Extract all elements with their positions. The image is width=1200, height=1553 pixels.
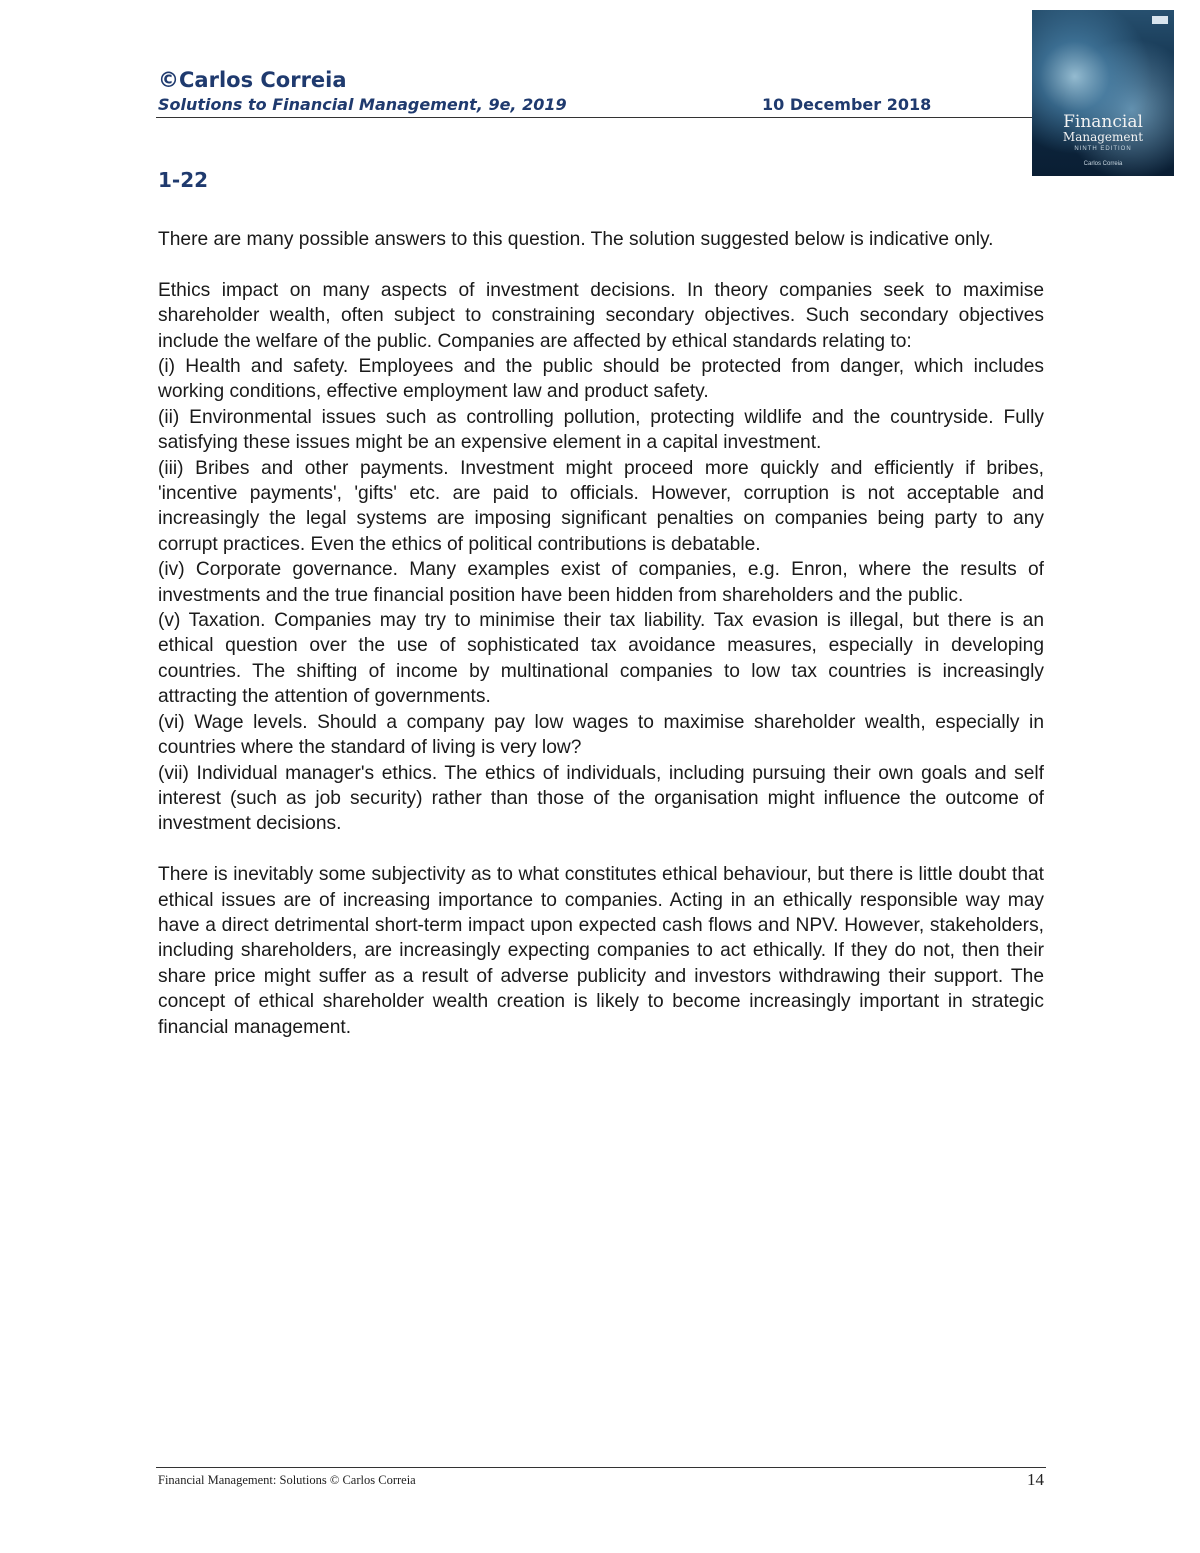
list-item-governance: (iv) Corporate governance. Many examples exist of companies, e.g. Enron, where the results of investments and the true financial position have been hidden from shareholders and the public.: [158, 559, 1044, 606]
list-item-environment: (ii) Environmental issues such as controlling pollution, protecting wildlife and the countryside. Fully satisfying these issues might be an expensive element in a capital investment.: [158, 406, 1044, 454]
list-item-taxation: (v) Taxation. Companies may try to minimise their tax liability. Tax evasion is illegal, but there is an ethical question over the use of sophisticated tax avoidance measures, especially in developing countries. The shifting of income by multinational companies to low tax countries is increasingly attracting the attention of governments.: [158, 610, 1044, 708]
header-date: 10 December 2018: [762, 95, 932, 114]
footer-text: Financial Management: Solutions © Carlos Correia: [158, 1473, 416, 1487]
cover-edition: NINTH EDITION: [1074, 146, 1132, 152]
question-number: 1-22: [158, 168, 209, 192]
cover-author: Carlos Correia: [1083, 161, 1123, 167]
book-cover-image: [1032, 10, 1174, 176]
header-author: ©Carlos Correia: [158, 68, 347, 92]
list-item-health-safety: (i) Health and safety. Employees and the public should be protected from danger, which includes working conditions, effective employment law and product safety.: [158, 356, 1044, 403]
solution-body: [158, 227, 1044, 1040]
cover-title-line1: Financial: [1063, 112, 1143, 132]
list-item-wages: (vi) Wage levels. Should a company pay low wages to maximise shareholder wealth, especially in countries where the standard of living is very low?: [158, 711, 1044, 759]
header-subline: [158, 94, 958, 116]
paragraph-conclusion: There is inevitably some subjectivity as to what constitutes ethical behaviour, but there is little doubt that ethical issues are of increasing importance to companies. Acting in an ethically responsible way may have a direct detrimental short-term impact upon expected cash flows and NPV. However, stakeholders, including shareholders, are increasingly expecting companies to act ethically. If they do not, then their share price might suffer as a result of adverse publicity and investors withdrawing their support. The concept of ethical shareholder wealth creation is likely to become increasingly important in strategic financial management.: [158, 864, 1044, 1038]
cover-title-line2: Management: [1062, 130, 1144, 144]
page-header: [158, 66, 958, 116]
paragraph-ethics: Ethics impact on many aspects of investment decisions. In theory companies seek to maximise shareholder wealth, often subject to constraining secondary objectives. Such secondary objectives include the welfare of the public. Companies are affected by ethical standards relating to:: [158, 279, 1044, 352]
footer-divider: [156, 1467, 1046, 1468]
publisher-logo-icon: [1152, 16, 1168, 24]
paragraph-intro: There are many possible answers to this question. The solution suggested below is indicative only.: [158, 229, 994, 250]
list-item-bribes: (iii) Bribes and other payments. Investment might proceed more quickly and efficiently if bribes, 'incentive payments', 'gifts' etc. are paid to officials. However, corruption is not acceptable and increasingly the legal systems are imposing significant penalties on companies being party to any corrupt practices. Even the ethics of political contributions is debatable.: [158, 457, 1044, 555]
header-divider: [156, 117, 1172, 118]
page-number: 14: [1027, 1470, 1044, 1489]
list-item-manager-ethics: (vii) Individual manager's ethics. The ethics of individuals, including pursuing their own goals and self interest (such as job security) rather than those of the organisation might influence the outcome of investment decisions.: [158, 762, 1044, 835]
header-subtitle: Solutions to Financial Management, 9e, 2019: [158, 95, 567, 114]
